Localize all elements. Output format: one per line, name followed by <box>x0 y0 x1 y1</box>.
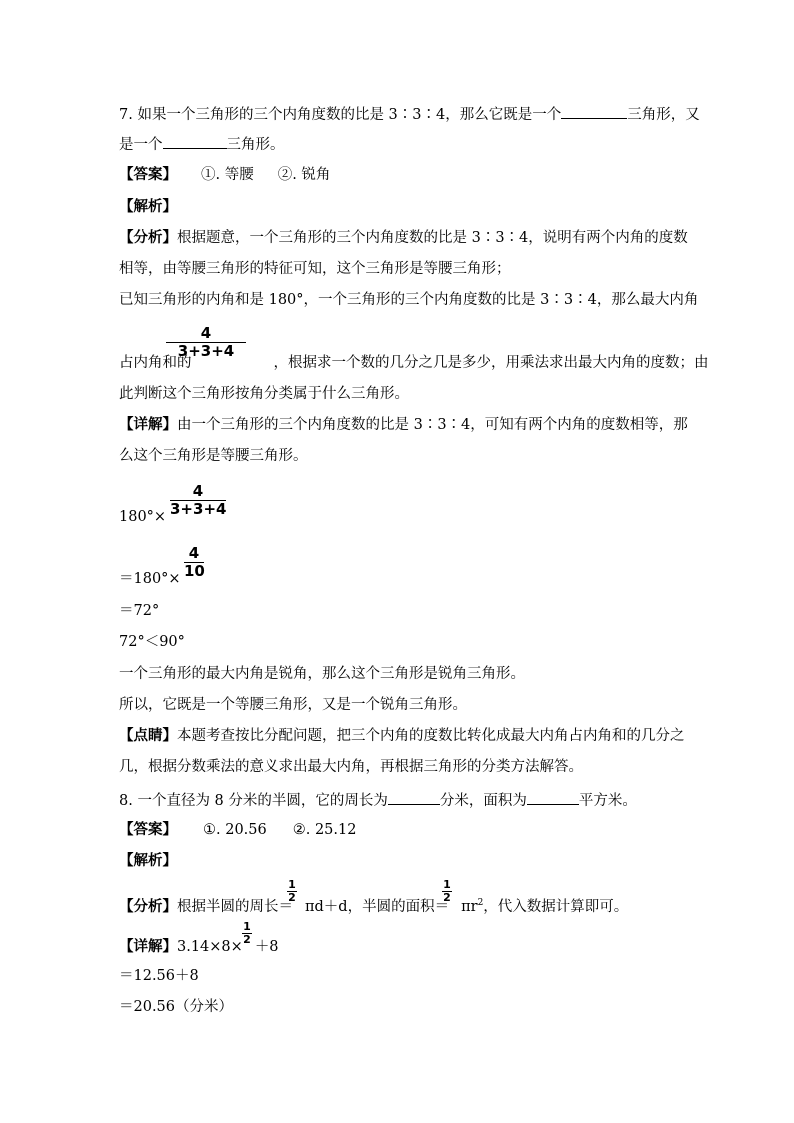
q8-fenxi: 【分析】根据半圆的周长＝ πd＋d，半圆的面积＝ $\pi r^2$，代入数据计算即可。 <box>119 898 629 915</box>
q8-blank-1 <box>388 790 440 805</box>
q8-step-2: ＝20.56（分米） <box>119 999 234 1015</box>
q7-fenxi-line4: 占内角和的 ，根据求一个数的几分之几是多少，用乘法求出最大内角的度数；由 <box>119 355 709 371</box>
q7-fenxi-line3: 已知三角形的内角和是 180°，一个三角形的三个内角度数的比是 3∶3∶4，那么最大内角 <box>119 292 699 308</box>
q7-calc-4: 72°＜90° <box>119 634 185 650</box>
q8-answer: 【答案】 ①. 20.56 ②. 25.12 <box>119 821 357 838</box>
fraction-4-over-10: 4 10 <box>184 544 205 580</box>
q7-dianjing-line1: 【点睛】本题考查按比分配问题，把三个内角的度数比转化成最大内角占内角和的几分之 <box>119 727 685 744</box>
q7-answer: 【答案】 ①. 等腰 ②. 锐角 <box>119 166 331 183</box>
q7-fenxi-line5: 此判断这个三角形按角分类属于什么三角形。 <box>119 386 409 402</box>
q8-step-1: ＝12.56＋8 <box>119 968 199 984</box>
q8-blank-2 <box>527 790 579 805</box>
q7-blank-1 <box>561 104 627 119</box>
q7-xiangjie-line1: 【详解】由一个三角形的三个内角度数的比是 3∶3∶4，可知有两个内角的度数相等，那 <box>119 416 688 433</box>
q7-dianjing-line2: 几，根据分数乘法的意义求出最大内角，再根据三角形的分类方法解答。 <box>119 759 583 775</box>
q7-analysis-label: 【解析】 <box>119 198 177 215</box>
fraction-4-over-3-3-4: 4 3+3+4 <box>166 325 246 360</box>
q7-calc-2: ＝180°× <box>119 571 181 587</box>
q7-fenxi-line2: 相等，由等腰三角形的特征可知，这个三角形是等腰三角形； <box>119 261 511 277</box>
q7-xiangjie-line2: 么这个三角形是等腰三角形。 <box>119 448 308 464</box>
q7-stem-line1: 7. 如果一个三角形的三个内角度数的比是 3∶3∶4，那么它既是一个 三角形，又 <box>119 104 700 124</box>
q7-conclusion-1: 一个三角形的最大内角是锐角，那么这个三角形是锐角三角形。 <box>119 666 525 682</box>
q7-conclusion-2: 所以，它既是一个等腰三角形，又是一个锐角三角形。 <box>119 697 467 713</box>
fraction-calc-1: 4 3+3+4 <box>170 482 227 518</box>
q7-calc-3: ＝72° <box>119 603 160 619</box>
q7-stem-line2: 是一个 三角形。 <box>119 134 285 154</box>
q7-fenxi-line1: 【分析】根据题意，一个三角形的三个内角度数的比是 3∶3∶4，说明有两个内角的度数 <box>119 229 688 246</box>
q8-xiangjie: 【详解】3.14×8× ＋8 <box>119 938 279 955</box>
fraction-half-1: 1 2 <box>288 878 296 904</box>
q8-stem: 8. 一个直径为 8 分米的半圆，它的周长为 分米，面积为 平方米。 <box>119 790 637 810</box>
q7-blank-2 <box>163 134 227 149</box>
fraction-half-2: 1 2 <box>443 878 451 904</box>
q7-calc-1: 180°× <box>119 509 167 525</box>
q8-analysis-label: 【解析】 <box>119 852 177 869</box>
fraction-half-3: 1 2 <box>243 920 251 946</box>
